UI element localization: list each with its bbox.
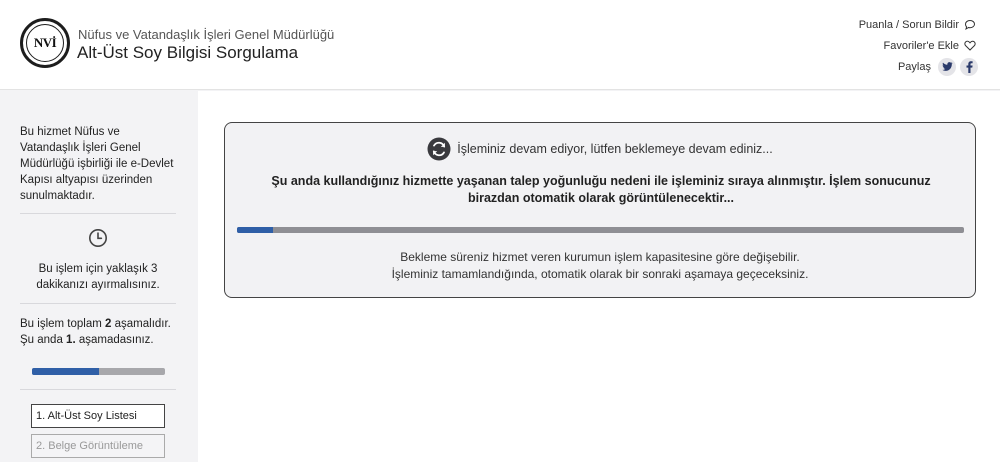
sidebar	[0, 91, 198, 462]
add-favorites-label: Favoriler'e Ekle	[883, 39, 959, 52]
queue-message: Şu anda kullandığınız hizmette yaşanan talep yoğunluğu nedeni ile işleminiz sıraya alınmıştır. İşlem sonucunuz birazdan otomatik olarak görüntülenecektir...	[271, 174, 931, 205]
twitter-icon[interactable]	[938, 58, 956, 76]
page-header	[0, 0, 1000, 90]
rate-report-label: Puanla / Sorun Bildir	[858, 18, 959, 31]
clock-icon	[88, 228, 108, 248]
wait-note-line-1: Bekleme süreniz hizmet veren kurumun işlem kapasitesine göre değişebilir.	[400, 250, 800, 264]
facebook-icon[interactable]	[960, 58, 978, 76]
current-step-number: 1.	[66, 334, 76, 346]
rate-report-link[interactable]	[859, 14, 978, 35]
refresh-icon	[427, 137, 451, 161]
main-content	[198, 91, 1000, 462]
queue-progress-fill	[237, 227, 273, 233]
page-title: Alt-Üst Soy Bilgisi Sorgulama	[77, 43, 299, 62]
steps-info: Bu işlem toplam 2 aşamalıdır. Şu anda 1. aşamadasınız.	[20, 318, 171, 346]
step-2-belge-goruntuleme[interactable]: 2. Belge Görüntüleme	[31, 434, 165, 458]
sidebar-divider	[20, 213, 176, 214]
wait-note-line-2: İşleminiz tamamlandığında, otomatik olarak bir sonraki aşamaya geçeceksiniz.	[391, 267, 809, 281]
service-info-text: Bu hizmet Nüfus ve Vatandaşlık İşleri Genel Müdürlüğü işbirliği ile e-Devlet Kapısı altyapısı üzerinden sunulmaktadır.	[20, 126, 174, 202]
status-line	[225, 137, 975, 161]
status-text: İşleminiz devam ediyor, lütfen beklemeye devam ediniz...	[457, 142, 773, 156]
queue-progress-bar	[237, 227, 964, 233]
speech-bubble-icon	[962, 17, 978, 33]
nvi-logo[interactable]	[20, 18, 70, 68]
sidebar-divider	[20, 389, 176, 390]
share-label: Paylaş	[897, 60, 931, 73]
wait-note	[225, 249, 975, 283]
header-actions	[859, 14, 978, 77]
share-row	[859, 56, 978, 77]
logo-text: NVİ	[26, 24, 64, 62]
estimated-time-text: Bu işlem için yaklaşık 3 dakikanızı ayırmalısınız.	[36, 263, 160, 291]
steps-total-count: 2	[105, 318, 112, 330]
steps-progress-bar	[32, 368, 165, 375]
org-name: Nüfus ve Vatandaşlık İşleri Genel Müdürlüğü	[78, 27, 335, 42]
steps-progress-fill	[32, 368, 99, 375]
queue-status-card	[224, 122, 976, 298]
sidebar-divider	[20, 303, 176, 304]
step-1-alt-ust-soy-listesi[interactable]: 1. Alt-Üst Soy Listesi	[31, 404, 165, 428]
heart-icon	[962, 38, 978, 54]
add-favorites-link[interactable]	[859, 35, 978, 56]
